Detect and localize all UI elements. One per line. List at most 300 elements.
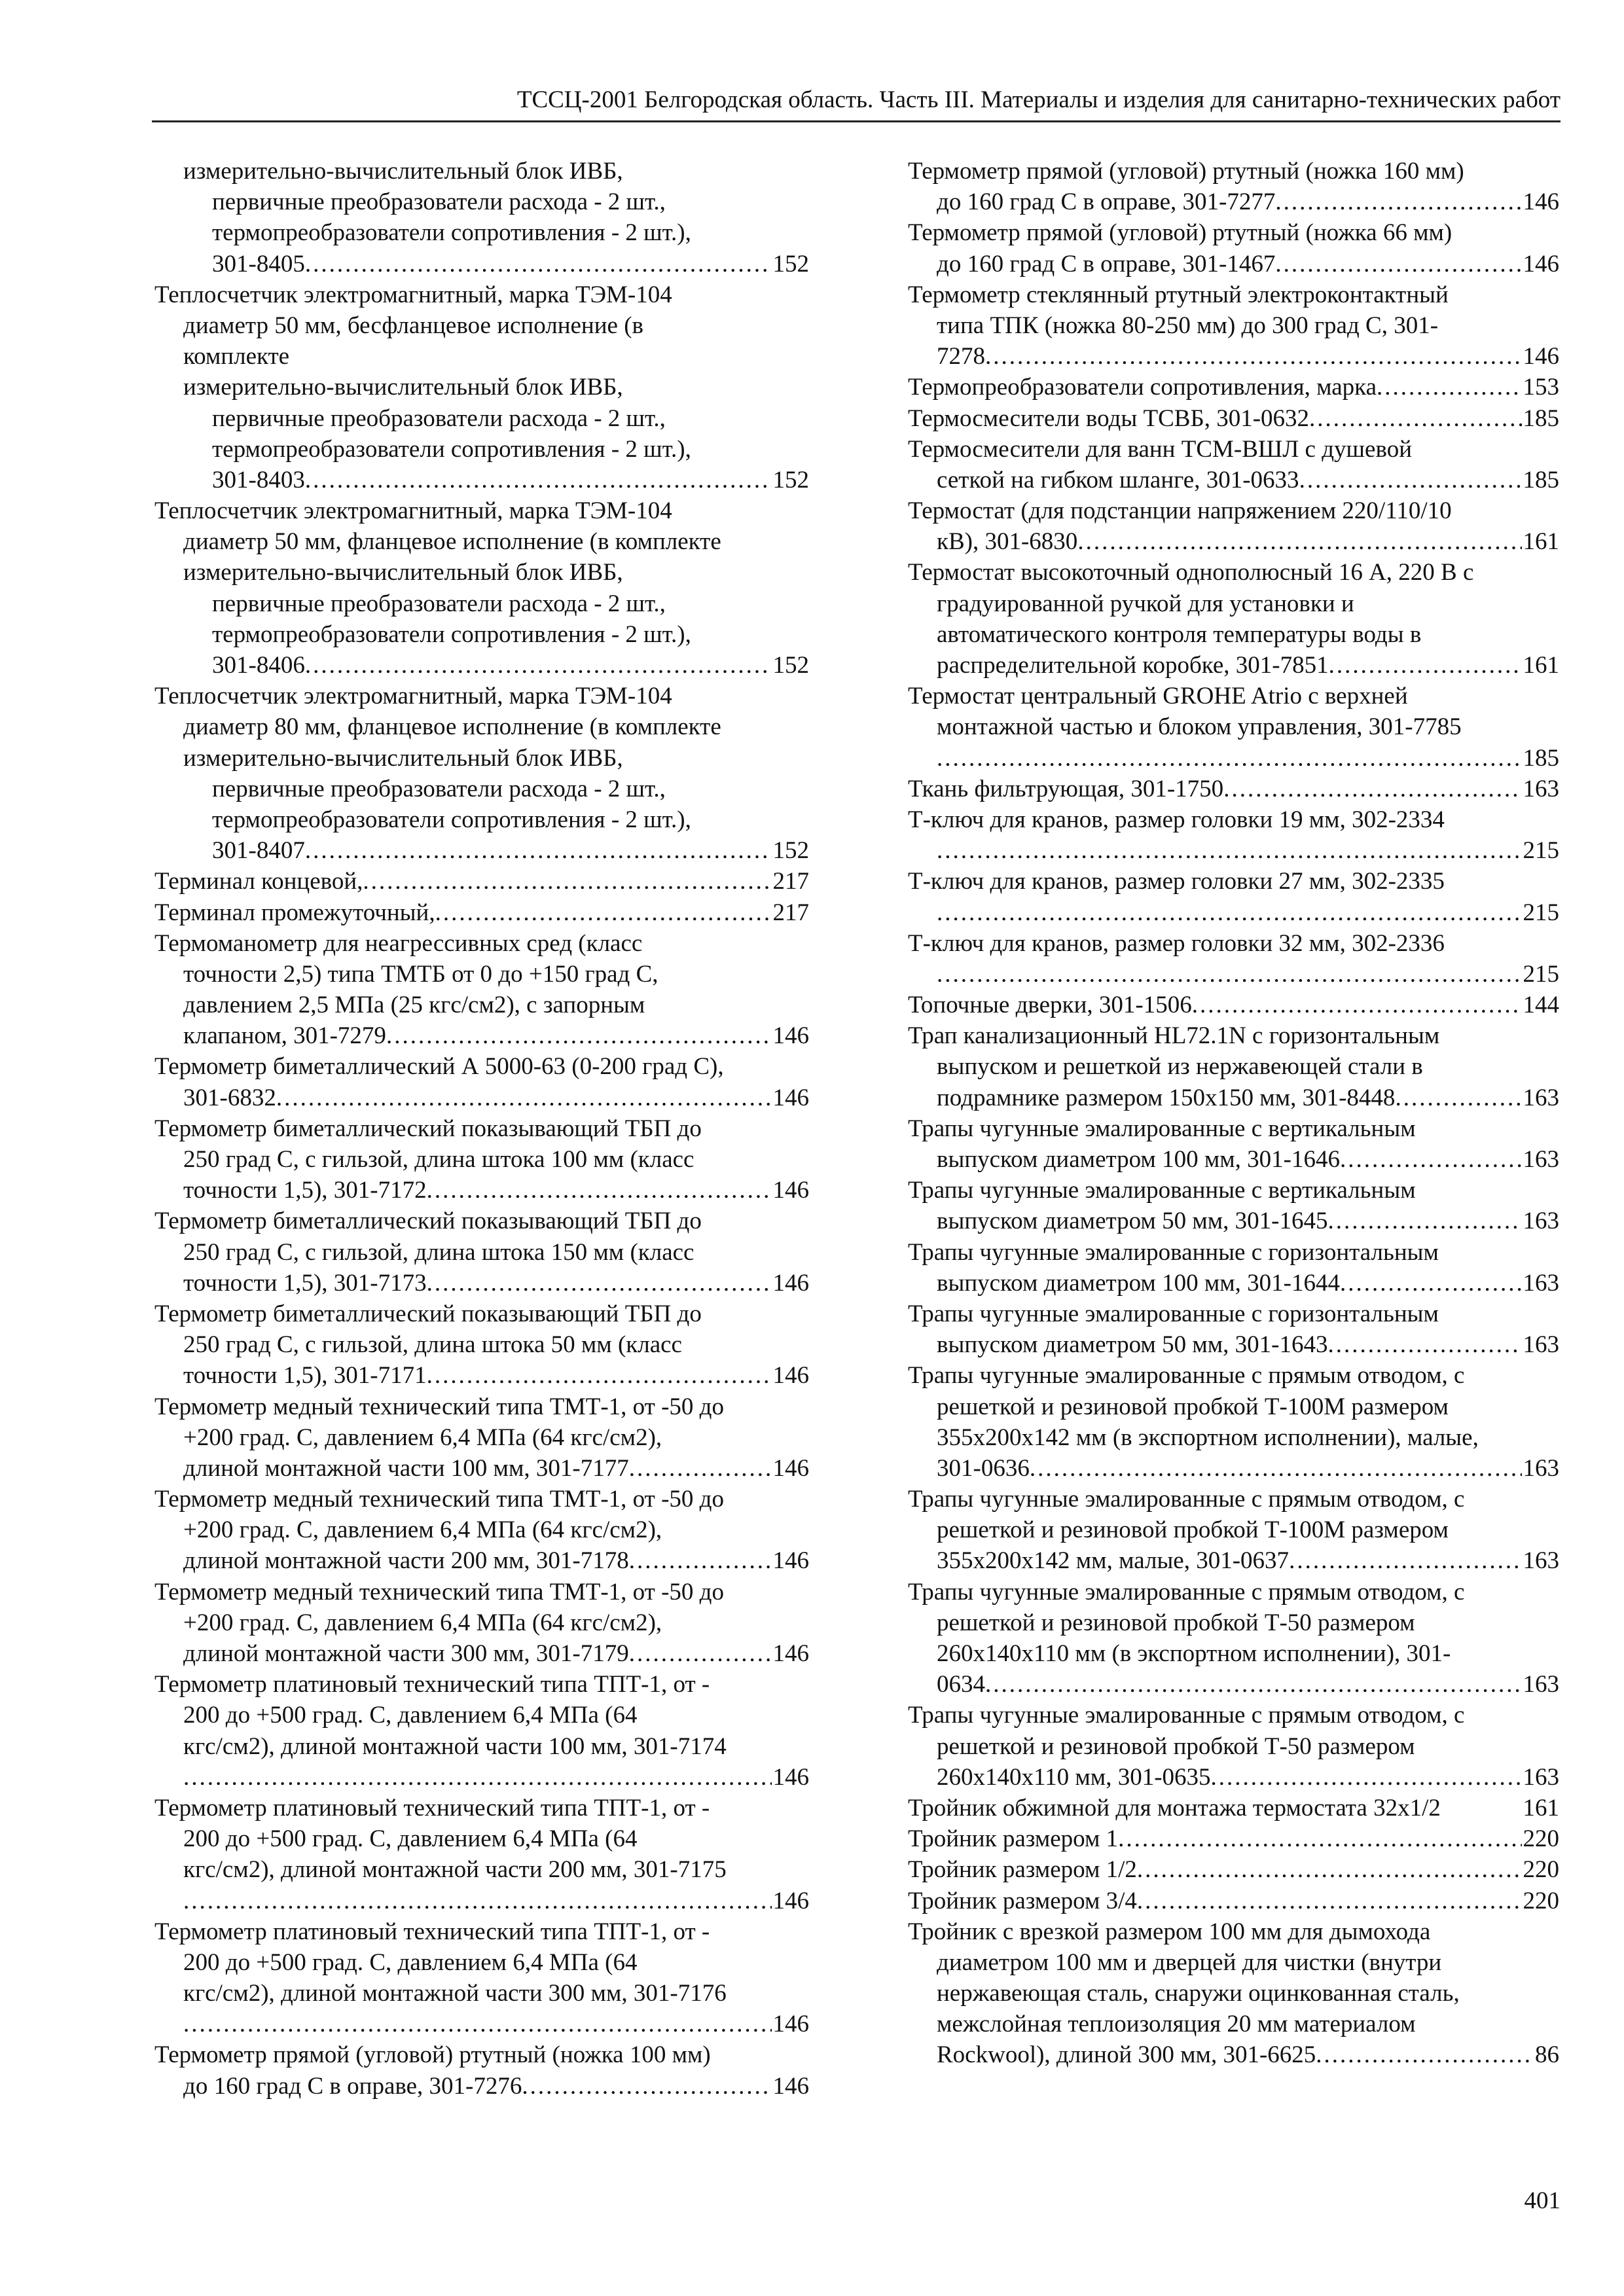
entry-text: Термометр медный технический типа ТМТ-1, от -50 до [154, 1578, 724, 1605]
dot-leader [1211, 1762, 1522, 1793]
entry-page-ref: 146 [772, 1269, 809, 1297]
entry-text: 250 град С, с гильзой, длина штока 100 мм (класс [183, 1146, 695, 1173]
entry-page-ref: 152 [772, 837, 809, 865]
index-entry [154, 866, 809, 897]
index-entry [154, 1484, 809, 1577]
entry-text: Термосмесители воды ТСВБ, 301-0632 [908, 404, 1310, 432]
dot-leader [427, 1268, 772, 1299]
index-entry [908, 1854, 1559, 1885]
entry-last-line [154, 2071, 809, 2102]
dot-leader [183, 1886, 772, 1916]
entry-last-line [154, 2009, 809, 2039]
entry-page-ref: 185 [1523, 466, 1559, 493]
dot-leader [1275, 187, 1521, 217]
entry-text: Т-ключ для кранов, размер головки 27 мм, 302-2335 [908, 868, 1445, 895]
entry-text: точности 2,5) типа ТМТБ от 0 до +150 град С, [183, 960, 659, 988]
entry-text: комплекте [183, 343, 290, 370]
entry-text: Тройник размером 1 [908, 1825, 1119, 1853]
entry-text: выпуском диаметром 100 мм, 301-1644 [937, 1269, 1340, 1297]
entry-page-ref: 152 [772, 250, 809, 278]
entry-text: 0634 [937, 1671, 985, 1698]
entry-last-line [908, 897, 1559, 928]
index-column-left [154, 156, 809, 2102]
entry-text: диаметр 50 мм, бесфланцевое исполнение (в [183, 312, 643, 339]
running-header [152, 85, 1561, 122]
entry-last-line [908, 1144, 1559, 1175]
entry-text: типа ТПК (ножка 80-250 мм) до 300 град С, 301- [937, 312, 1439, 339]
dot-leader [363, 866, 771, 897]
entry-page-ref: 146 [1523, 188, 1559, 216]
index-entry [908, 1886, 1559, 1916]
index-entry [154, 1916, 809, 2040]
entry-page-ref: 153 [1523, 374, 1559, 401]
entry-page-ref: 163 [1523, 1269, 1559, 1297]
entry-last-line [908, 341, 1559, 372]
index-entry [154, 1391, 809, 1484]
entry-text: измерительно-вычислительный блок ИВБ, [183, 744, 623, 772]
entry-text: 301-8406 [212, 652, 305, 679]
dot-leader [629, 1453, 772, 1484]
index-entry [908, 1793, 1559, 1823]
header-title: ТССЦ-2001 Белгородская область. Часть III. Материалы и изделия для санитарно-технических работ [516, 86, 1561, 113]
entry-text: Rockwool), длиной 300 мм, 301-6625 [937, 2041, 1316, 2069]
entry-page-ref: 163 [1523, 1208, 1559, 1235]
entry-text: Термостат центральный GROHE Atrio с верхней [908, 683, 1408, 710]
index-entry [154, 2039, 809, 2101]
entry-text: Т-ключ для кранов, размер головки 19 мм, 302-2334 [908, 806, 1445, 833]
entry-text: 250 град С, с гильзой, длина штока 150 мм (класс [183, 1238, 695, 1266]
entry-page-ref: 215 [1523, 960, 1559, 988]
entry-text: 301-8403 [212, 466, 305, 493]
entry-last-line [908, 403, 1559, 434]
dot-leader [1340, 1268, 1522, 1299]
entry-text: автоматического контроля температуры воды в [937, 620, 1422, 648]
entry-page-ref: 146 [772, 1084, 809, 1111]
entry-text: Ткань фильтрующая, 301-1750 [908, 775, 1224, 802]
dot-leader [435, 897, 772, 928]
entry-page-ref: 220 [1523, 1825, 1559, 1853]
dot-leader [1137, 1854, 1522, 1885]
entry-text: Термометр биметаллический А 5000-63 (0-200 град С), [154, 1053, 724, 1081]
index-entry [154, 1793, 809, 1916]
index-entry [154, 1669, 809, 1793]
entry-text: кгс/см2), длиной монтажной части 100 мм, 301-7174 [183, 1732, 727, 1760]
entry-last-line [908, 249, 1559, 279]
entry-last-line [908, 372, 1559, 403]
entry-page-ref: 86 [1535, 2041, 1559, 2069]
entry-text: Термостат высокоточный однополюсный 16 А, 220 В с [908, 559, 1474, 586]
entry-text: длиной монтажной части 100 мм, 301-7177 [183, 1454, 629, 1482]
entry-page-ref: 146 [772, 1887, 809, 1914]
entry-last-line [154, 650, 809, 681]
entry-page-ref: 163 [1523, 1084, 1559, 1111]
index-entry [908, 774, 1559, 804]
entry-page-ref: 161 [1523, 652, 1559, 679]
entry-last-line [908, 1823, 1559, 1854]
index-entry [908, 1577, 1559, 1700]
entry-last-line [908, 1083, 1559, 1113]
entry-text: Термометр биметаллический показывающий ТБП до [154, 1208, 702, 1235]
entry-page-ref: 146 [772, 2072, 809, 2100]
entry-last-line [908, 959, 1559, 990]
entry-last-line [908, 1206, 1559, 1236]
entry-last-line [908, 1268, 1559, 1299]
index-entry [154, 495, 809, 681]
entry-last-line [908, 650, 1559, 681]
index-entry [154, 1299, 809, 1391]
page-number: 401 [1524, 2187, 1561, 2214]
entry-page-ref: 163 [1523, 775, 1559, 802]
dot-leader [985, 341, 1522, 372]
dot-leader [937, 835, 1522, 866]
index-entry [154, 681, 809, 866]
entry-text: Терминал концевой, [154, 868, 363, 895]
entry-text: Термометр платиновый технический типа ТПТ-1, от - [154, 1918, 710, 1945]
entry-text: 200 до +500 град. С, давлением 6,4 МПа (64 [183, 1948, 638, 1976]
entry-text: нержавеющая сталь, снаружи оцинкованная сталь, [937, 1980, 1460, 2007]
index-entry [908, 495, 1559, 557]
index-entry [908, 372, 1559, 403]
entry-text: Трапы чугунные эмалированные с прямым отводом, с [908, 1486, 1465, 1513]
dot-leader [1377, 372, 1521, 403]
entry-text: Топочные дверки, 301-1506 [908, 992, 1192, 1019]
entry-text: Термометр прямой (угловой) ртутный (ножка 100 мм) [154, 2041, 711, 2069]
entry-text: первичные преобразователи расхода - 2 шт., [212, 590, 666, 617]
index-entry [154, 897, 809, 928]
dot-leader [629, 1638, 772, 1669]
index-entry [908, 1175, 1559, 1236]
entry-text: Термометр медный технический типа ТМТ-1, от -50 до [154, 1486, 724, 1513]
entry-text: Тройник размером 3/4 [908, 1887, 1137, 1914]
entry-text: кгс/см2), длиной монтажной части 200 мм, 301-7175 [183, 1856, 727, 1884]
entry-page-ref: 152 [772, 466, 809, 493]
entry-text: Трапы чугунные эмалированные с горизонтальным [908, 1238, 1439, 1266]
entry-text: 355х200х142 мм, малые, 301-0637 [937, 1547, 1290, 1575]
entry-text: 200 до +500 град. С, давлением 6,4 МПа (64 [183, 1702, 638, 1729]
entry-text: измерительно-вычислительный блок ИВБ, [183, 559, 623, 586]
entry-page-ref: 220 [1523, 1887, 1559, 1914]
entry-last-line [908, 835, 1559, 866]
entry-text: точности 1,5), 301-7171 [183, 1362, 427, 1390]
index-entry [908, 156, 1559, 217]
entry-page-ref: 146 [772, 1362, 809, 1390]
entry-page-ref: 215 [1523, 899, 1559, 926]
index-entry [908, 279, 1559, 372]
index-entry [154, 1051, 809, 1113]
entry-page-ref: 146 [772, 2011, 809, 2038]
entry-text: межслойная теплоизоляция 20 мм материалом [937, 2011, 1416, 2038]
entry-page-ref: 185 [1523, 404, 1559, 432]
entry-text: выпуском диаметром 100 мм, 301-1646 [937, 1146, 1340, 1173]
entry-text: Трап канализационный HL72.1N с горизонтальным [908, 1022, 1440, 1050]
entry-last-line [908, 187, 1559, 217]
entry-text: 301-8405 [212, 250, 305, 278]
dot-leader [1118, 1823, 1521, 1854]
dot-leader [522, 2071, 771, 2102]
dot-leader [937, 743, 1522, 774]
entry-text: 301-8407 [212, 837, 305, 865]
index-entry [908, 928, 1559, 990]
entry-last-line [908, 774, 1559, 804]
entry-text: выпуском и решеткой из нержавеющей стали в [937, 1053, 1423, 1081]
entry-text: Трапы чугунные эмалированные с прямым отводом, с [908, 1362, 1465, 1390]
entry-text: Термометр прямой (угловой) ртутный (ножка 160 мм) [908, 158, 1464, 185]
entry-last-line [908, 1329, 1559, 1360]
entry-text: диаметр 50 мм, фланцевое исполнение (в комплекте [183, 528, 721, 556]
entry-text: Термостат (для подстанции напряжением 220/110/10 [908, 497, 1452, 525]
entry-last-line [154, 1083, 809, 1113]
entry-text: термопреобразователи сопротивления - 2 шт.), [212, 219, 691, 247]
entry-text: Трапы чугунные эмалированные с прямым отводом, с [908, 1702, 1465, 1729]
entry-last-line [908, 990, 1559, 1020]
dot-leader [305, 249, 772, 279]
entry-text: Трапы чугунные эмалированные с прямым отводом, с [908, 1578, 1465, 1605]
index-entry [154, 156, 809, 279]
entry-page-ref: 144 [1523, 992, 1559, 1019]
dot-leader [1309, 403, 1521, 434]
entry-last-line [154, 1886, 809, 1916]
entry-text: подрамнике размером 150х150 мм, 301-8448 [937, 1084, 1396, 1111]
entry-last-line [154, 897, 809, 928]
entry-text: первичные преобразователи расхода - 2 шт., [212, 775, 666, 802]
entry-page-ref: 163 [1523, 1146, 1559, 1173]
entry-text: Тройник обжимной для монтажа термостата 32х1/2 [908, 1794, 1441, 1821]
entry-last-line [908, 1854, 1559, 1885]
entry-page-ref: 163 [1523, 1671, 1559, 1698]
entry-text: решеткой и резиновой пробкой Т-50 размером [937, 1609, 1415, 1636]
entry-text: термопреобразователи сопротивления - 2 шт.), [212, 806, 691, 833]
entry-page-ref: 163 [1523, 1763, 1559, 1791]
entry-page-ref: 217 [772, 899, 809, 926]
dot-leader [1289, 1545, 1521, 1576]
index-entry [154, 928, 809, 1052]
dot-leader [1275, 249, 1521, 279]
entry-text: Термосмесители для ванн ТСМ-ВШЛ с душевой [908, 435, 1412, 463]
entry-text: Термометр платиновый технический типа ТПТ-1, от - [154, 1671, 710, 1698]
index-entry [908, 1916, 1559, 2071]
entry-text: точности 1,5), 301-7173 [183, 1269, 427, 1297]
entry-page-ref: 217 [772, 868, 809, 895]
index-entry [908, 681, 1559, 774]
entry-last-line [908, 2039, 1559, 2070]
entry-text: клапаном, 301-7279 [183, 1022, 386, 1050]
entry-page-ref: 220 [1523, 1856, 1559, 1884]
dot-leader [1223, 774, 1521, 804]
entry-last-line [908, 1886, 1559, 1916]
dot-leader [1192, 990, 1522, 1020]
entry-text: Тройник с врезкой размером 100 мм для дымохода [908, 1918, 1431, 1945]
index-entry [908, 804, 1559, 866]
entry-text: +200 град. С, давлением 6,4 МПа (64 кгс/см2), [183, 1516, 662, 1544]
dot-leader [386, 1020, 772, 1051]
entry-text: диаметром 100 мм и дверцей для чистки (внутри [937, 1948, 1442, 1976]
entry-text: термопреобразователи сопротивления - 2 шт.), [212, 435, 691, 463]
entry-last-line [154, 1360, 809, 1391]
dot-leader [1137, 1886, 1522, 1916]
dot-leader [183, 2009, 772, 2039]
index-entry [908, 557, 1559, 681]
dot-leader [276, 1083, 772, 1113]
entry-last-line [154, 1175, 809, 1206]
entry-text: измерительно-вычислительный блок ИВБ, [183, 374, 623, 401]
entry-text: измерительно-вычислительный блок ИВБ, [183, 158, 623, 185]
entry-page-ref: 161 [1523, 1794, 1559, 1821]
entry-text: термопреобразователи сопротивления - 2 шт.), [212, 620, 691, 648]
entry-text: выпуском диаметром 50 мм, 301-1645 [937, 1208, 1328, 1235]
dot-leader [937, 959, 1522, 990]
dot-leader [985, 1669, 1522, 1700]
entry-page-ref: 185 [1523, 744, 1559, 772]
entry-last-line [154, 249, 809, 279]
index-entry [154, 279, 809, 495]
index-entry [908, 1237, 1559, 1299]
entry-text: первичные преобразователи расхода - 2 шт., [212, 188, 666, 216]
entry-last-line [154, 1545, 809, 1576]
entry-text: кгс/см2), длиной монтажной части 300 мм, 301-7176 [183, 1980, 727, 2007]
entry-last-line [908, 1669, 1559, 1700]
index-entry [908, 1020, 1559, 1113]
dot-leader [183, 1762, 772, 1793]
entry-text: точности 1,5), 301-7172 [183, 1177, 427, 1204]
entry-page-ref: 163 [1523, 1547, 1559, 1575]
entry-text: 260х140х110 мм, 301-0635 [937, 1763, 1211, 1791]
entry-last-line [154, 1453, 809, 1484]
entry-page-ref: 146 [772, 1763, 809, 1791]
index-entry [908, 1700, 1559, 1793]
entry-text: Трапы чугунные эмалированные с вертикальным [908, 1115, 1416, 1142]
entry-text: до 160 град С в оправе, 301-7277 [937, 188, 1276, 216]
entry-page-ref: 146 [772, 1454, 809, 1482]
dot-leader [937, 897, 1522, 928]
entry-text: Термопреобразователи сопротивления, марка [908, 374, 1377, 401]
entry-text: первичные преобразователи расхода - 2 шт., [212, 404, 666, 432]
index-column-right [908, 156, 1559, 2071]
index-entry [908, 1484, 1559, 1577]
entry-text: решеткой и резиновой пробкой Т-100М размером [937, 1393, 1449, 1420]
dot-leader [427, 1175, 772, 1206]
entry-text: Теплосчетчик электромагнитный, марка ТЭМ-104 [154, 281, 672, 308]
entry-last-line [154, 1020, 809, 1051]
index-entry [908, 403, 1559, 434]
entry-text: Теплосчетчик электромагнитный, марка ТЭМ-104 [154, 497, 672, 525]
index-entry [908, 1113, 1559, 1175]
entry-page-ref: 146 [772, 1022, 809, 1050]
entry-page-ref: 146 [772, 1547, 809, 1575]
index-entry [908, 217, 1559, 279]
entry-text: Т-ключ для кранов, размер головки 32 мм, 302-2336 [908, 929, 1445, 957]
index-entry [908, 1823, 1559, 1854]
index-entry [154, 1113, 809, 1206]
entry-text: решеткой и резиновой пробкой Т-50 размером [937, 1732, 1415, 1760]
entry-last-line [908, 1453, 1559, 1484]
index-entry [154, 1577, 809, 1670]
entry-last-line [908, 465, 1559, 495]
entry-text: монтажной частью и блоком управления, 301-7785 [937, 713, 1462, 741]
entry-text: +200 град. С, давлением 6,4 МПа (64 кгс/см2), [183, 1609, 662, 1636]
dot-leader [1340, 1144, 1522, 1175]
entry-text: градуированной ручкой для установки и [937, 590, 1354, 617]
entry-page-ref: 215 [1523, 837, 1559, 865]
entry-last-line [154, 1762, 809, 1793]
entry-page-ref: 152 [772, 652, 809, 679]
dot-leader [305, 835, 772, 866]
entry-text: Термометр прямой (угловой) ртутный (ножка 66 мм) [908, 219, 1453, 247]
index-entry [908, 434, 1559, 495]
entry-last-line [908, 743, 1559, 774]
entry-page-ref: 146 [1523, 343, 1559, 370]
dot-leader [1299, 465, 1522, 495]
dot-leader [1030, 1453, 1522, 1484]
dot-leader [629, 1545, 772, 1576]
entry-text: длиной монтажной части 200 мм, 301-7178 [183, 1547, 629, 1575]
entry-last-line [908, 1545, 1559, 1576]
entry-last-line [154, 835, 809, 866]
entry-text: Термометр стеклянный ртутный электроконтактный [908, 281, 1449, 308]
entry-text: Термометр платиновый технический типа ТПТ-1, от - [154, 1794, 710, 1821]
dot-leader [1077, 526, 1521, 557]
dot-leader [305, 465, 772, 495]
dot-leader [1395, 1083, 1521, 1113]
entry-page-ref: 146 [1523, 250, 1559, 278]
entry-page-ref: 163 [1523, 1331, 1559, 1359]
entry-text: до 160 град С в оправе, 301-7276 [183, 2072, 522, 2100]
entry-text: Трапы чугунные эмалированные с вертикальным [908, 1177, 1416, 1204]
entry-last-line [154, 465, 809, 495]
entry-text: выпуском диаметром 50 мм, 301-1643 [937, 1331, 1328, 1359]
entry-page-ref: 163 [1523, 1454, 1559, 1482]
entry-text: Термоманометр для неагрессивных сред (класс [154, 929, 643, 957]
dot-leader [305, 650, 772, 681]
entry-text: +200 град. С, давлением 6,4 МПа (64 кгс/см2), [183, 1424, 662, 1451]
entry-text: 250 град С, с гильзой, длина штока 50 мм (класс [183, 1331, 682, 1359]
entry-text: 301-6832 [183, 1084, 276, 1111]
entry-last-line [154, 1638, 809, 1669]
dot-leader [1316, 2039, 1534, 2070]
entry-text: Тройник размером 1/2 [908, 1856, 1137, 1884]
index-entry [908, 866, 1559, 927]
entry-page-ref: 161 [1523, 528, 1559, 556]
entry-text: длиной монтажной части 300 мм, 301-7179 [183, 1640, 629, 1667]
entry-text: Термометр биметаллический показывающий ТБП до [154, 1115, 702, 1142]
entry-last-line [908, 526, 1559, 557]
entry-text: сеткой на гибком шланге, 301-0633 [937, 466, 1299, 493]
dot-leader [1329, 650, 1522, 681]
entry-text: кВ), 301-6830 [937, 528, 1078, 556]
index-entry [908, 1360, 1559, 1484]
entry-text: Трапы чугунные эмалированные с горизонтальным [908, 1300, 1439, 1327]
entry-text: 7278 [937, 343, 985, 370]
dot-leader [1327, 1329, 1521, 1360]
entry-text: Термометр биметаллический показывающий ТБП до [154, 1300, 702, 1327]
entry-last-line [908, 1793, 1559, 1823]
entry-text: Терминал промежуточный, [154, 899, 435, 926]
entry-text: до 160 град С в оправе, 301-1467 [937, 250, 1276, 278]
entry-page-ref: 146 [772, 1640, 809, 1667]
entry-text: 260х140х110 мм (в экспортном исполнении), 301- [937, 1640, 1451, 1667]
entry-text: 200 до +500 град. С, давлением 6,4 МПа (64 [183, 1825, 638, 1853]
entry-text: решеткой и резиновой пробкой Т-100М размером [937, 1516, 1449, 1544]
entry-text: диаметр 80 мм, фланцевое исполнение (в комплекте [183, 713, 721, 741]
entry-last-line [154, 866, 809, 897]
entry-text: Теплосчетчик электромагнитный, марка ТЭМ-104 [154, 683, 672, 710]
dot-leader [427, 1360, 772, 1391]
entry-last-line [908, 1762, 1559, 1793]
index-entry [154, 1206, 809, 1299]
entry-text: 301-0636 [937, 1454, 1030, 1482]
entry-last-line [154, 1268, 809, 1299]
index-entry [908, 990, 1559, 1020]
dot-leader [1327, 1206, 1521, 1236]
